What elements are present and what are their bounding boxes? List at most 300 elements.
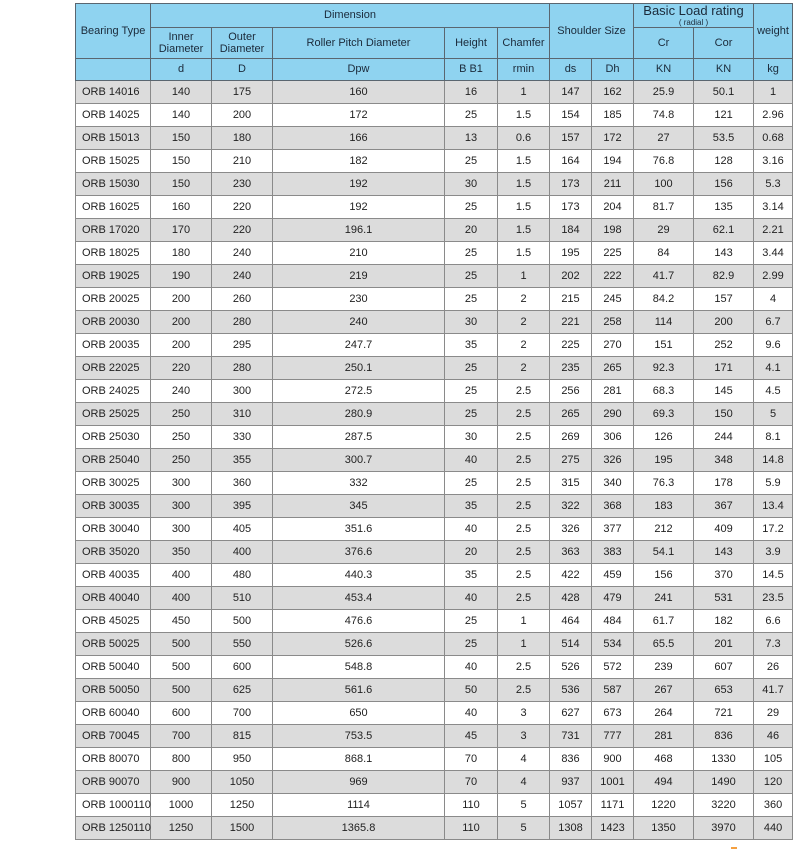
table-cell: 315	[550, 472, 592, 495]
table-cell: 202	[550, 265, 592, 288]
table-cell: 395	[212, 495, 273, 518]
bearing-type-cell: ORB 35020	[76, 541, 151, 564]
bearing-type-cell: ORB 45025	[76, 610, 151, 633]
table-cell: 2.99	[754, 265, 793, 288]
table-cell: 70	[445, 748, 498, 771]
table-cell: 345	[273, 495, 445, 518]
table-cell: 81.7	[634, 196, 694, 219]
table-row	[76, 495, 793, 518]
header-roller-pitch-diameter: Roller Pitch Diameter	[273, 28, 445, 59]
table-cell: 166	[273, 127, 445, 150]
table-cell: 160	[151, 196, 212, 219]
header-chamfer: Chamfer	[498, 28, 550, 59]
table-row	[76, 380, 793, 403]
table-cell: 400	[212, 541, 273, 564]
table-cell: 440.3	[273, 564, 445, 587]
table-cell: 40	[445, 518, 498, 541]
bearing-type-cell: ORB 50025	[76, 633, 151, 656]
table-cell: 23.5	[754, 587, 793, 610]
table-cell: 173	[550, 196, 592, 219]
table-cell: 514	[550, 633, 592, 656]
table-cell: 383	[592, 541, 634, 564]
corner-mark	[731, 847, 737, 849]
bearing-type-cell: ORB 17020	[76, 219, 151, 242]
table-cell: 376.6	[273, 541, 445, 564]
table-row	[76, 679, 793, 702]
table-cell: 2.96	[754, 104, 793, 127]
table-cell: 17.2	[754, 518, 793, 541]
table-cell: 422	[550, 564, 592, 587]
table-cell: 548.8	[273, 656, 445, 679]
table-cell: 240	[273, 311, 445, 334]
table-row	[76, 334, 793, 357]
table-cell: 252	[694, 334, 754, 357]
table-cell: 3	[498, 702, 550, 725]
unit-d: d	[151, 59, 212, 81]
table-cell: 0.6	[498, 127, 550, 150]
table-cell: 2.5	[498, 656, 550, 679]
table-cell: 290	[592, 403, 634, 426]
table-cell: 92.3	[634, 357, 694, 380]
table-cell: 1250	[151, 817, 212, 840]
table-cell: 76.8	[634, 150, 694, 173]
table-cell: 2.5	[498, 472, 550, 495]
header-dimension: Dimension	[151, 4, 550, 28]
table-row	[76, 702, 793, 725]
table-cell: 1.5	[498, 196, 550, 219]
table-cell: 1250	[212, 794, 273, 817]
table-cell: 937	[550, 771, 592, 794]
table-cell: 198	[592, 219, 634, 242]
table-cell: 2.5	[498, 587, 550, 610]
table-cell: 1500	[212, 817, 273, 840]
table-cell: 400	[151, 587, 212, 610]
table-cell: 2.5	[498, 495, 550, 518]
table-row	[76, 748, 793, 771]
table-cell: 300	[151, 472, 212, 495]
table-cell: 1490	[694, 771, 754, 794]
table-cell: 1365.8	[273, 817, 445, 840]
table-cell: 195	[550, 242, 592, 265]
table-cell: 348	[694, 449, 754, 472]
table-cell: 25	[445, 403, 498, 426]
table-cell: 250	[151, 403, 212, 426]
table-cell: 222	[592, 265, 634, 288]
table-cell: 172	[592, 127, 634, 150]
table-cell: 476.6	[273, 610, 445, 633]
table-cell: 2.5	[498, 518, 550, 541]
table-cell: 330	[212, 426, 273, 449]
table-cell: 25	[445, 288, 498, 311]
table-cell: 172	[273, 104, 445, 127]
table-cell: 494	[634, 771, 694, 794]
table-cell: 25	[445, 357, 498, 380]
table-row	[76, 127, 793, 150]
table-row	[76, 219, 793, 242]
table-cell: 500	[151, 679, 212, 702]
table-cell: 154	[550, 104, 592, 127]
unit-kg: kg	[754, 59, 793, 81]
table-cell: 30	[445, 173, 498, 196]
table-cell: 173	[550, 173, 592, 196]
table-cell: 272.5	[273, 380, 445, 403]
table-cell: 500	[151, 656, 212, 679]
table-row	[76, 633, 793, 656]
table-cell: 35	[445, 564, 498, 587]
table-cell: 3970	[694, 817, 754, 840]
table-cell: 363	[550, 541, 592, 564]
table-cell: 479	[592, 587, 634, 610]
unit-rmin: rmin	[498, 59, 550, 81]
table-body	[76, 81, 793, 840]
table-cell: 41.7	[634, 265, 694, 288]
table-cell: 700	[151, 725, 212, 748]
table-cell: 673	[592, 702, 634, 725]
table-cell: 26	[754, 656, 793, 679]
table-cell: 82.9	[694, 265, 754, 288]
table-cell: 25	[445, 265, 498, 288]
table-row	[76, 426, 793, 449]
table-row	[76, 357, 793, 380]
table-cell: 295	[212, 334, 273, 357]
table-cell: 258	[592, 311, 634, 334]
table-cell: 157	[694, 288, 754, 311]
table-cell: 25	[445, 633, 498, 656]
table-cell: 160	[273, 81, 445, 104]
table-cell: 287.5	[273, 426, 445, 449]
table-cell: 464	[550, 610, 592, 633]
table-cell: 84	[634, 242, 694, 265]
table-cell: 225	[550, 334, 592, 357]
table-cell: 126	[634, 426, 694, 449]
table-cell: 212	[634, 518, 694, 541]
table-cell: 175	[212, 81, 273, 104]
table-cell: 360	[212, 472, 273, 495]
load-rating-title: Basic Load rating	[643, 3, 744, 19]
table-cell: 147	[550, 81, 592, 104]
table-cell: 40	[445, 702, 498, 725]
table-cell: 156	[694, 173, 754, 196]
table-cell: 25.9	[634, 81, 694, 104]
table-cell: 180	[212, 127, 273, 150]
table-row	[76, 564, 793, 587]
table-row	[76, 104, 793, 127]
table-row	[76, 150, 793, 173]
table-cell: 836	[694, 725, 754, 748]
table-cell: 1.5	[498, 242, 550, 265]
table-cell: 4	[754, 288, 793, 311]
table-cell: 221	[550, 311, 592, 334]
table-cell: 800	[151, 748, 212, 771]
table-row	[76, 81, 793, 104]
table-row	[76, 472, 793, 495]
table-cell: 100	[634, 173, 694, 196]
table-cell: 300	[151, 495, 212, 518]
table-cell: 20	[445, 219, 498, 242]
table-cell: 150	[151, 127, 212, 150]
table-cell: 2.21	[754, 219, 793, 242]
table-cell: 61.7	[634, 610, 694, 633]
header-height: Height	[445, 28, 498, 59]
table-cell: 4	[498, 771, 550, 794]
table-cell: 245	[592, 288, 634, 311]
table-row	[76, 541, 793, 564]
table-cell: 220	[212, 196, 273, 219]
bearing-type-cell: ORB 50040	[76, 656, 151, 679]
table-cell: 164	[550, 150, 592, 173]
table-cell: 2	[498, 288, 550, 311]
header-outer-diameter: Outer Diameter	[212, 28, 273, 59]
table-cell: 50.1	[694, 81, 754, 104]
table-cell: 753.5	[273, 725, 445, 748]
table-cell: 70	[445, 771, 498, 794]
table-cell: 35	[445, 495, 498, 518]
table-cell: 121	[694, 104, 754, 127]
table-cell: 9.6	[754, 334, 793, 357]
table-cell: 731	[550, 725, 592, 748]
table-cell: 195	[634, 449, 694, 472]
table-cell: 192	[273, 173, 445, 196]
table-cell: 25	[445, 150, 498, 173]
table-cell: 68.3	[634, 380, 694, 403]
table-cell: 65.5	[634, 633, 694, 656]
table-cell: 1	[498, 610, 550, 633]
table-cell: 459	[592, 564, 634, 587]
header-cor: Cor	[694, 28, 754, 59]
table-cell: 2.5	[498, 564, 550, 587]
table-cell: 600	[212, 656, 273, 679]
table-cell: 480	[212, 564, 273, 587]
table-cell: 210	[273, 242, 445, 265]
table-cell: 25	[445, 242, 498, 265]
header-basic-load-rating	[634, 4, 754, 28]
table-cell: 3.16	[754, 150, 793, 173]
table-cell: 340	[592, 472, 634, 495]
table-row	[76, 288, 793, 311]
table-cell: 5	[754, 403, 793, 426]
table-cell: 210	[212, 150, 273, 173]
table-cell: 230	[273, 288, 445, 311]
table-cell: 250	[151, 426, 212, 449]
table-row	[76, 518, 793, 541]
table-cell: 62.1	[694, 219, 754, 242]
table-row	[76, 725, 793, 748]
table-cell: 25	[445, 472, 498, 495]
table-cell: 219	[273, 265, 445, 288]
table-cell: 500	[212, 610, 273, 633]
table-cell: 29	[754, 702, 793, 725]
table-cell: 140	[151, 104, 212, 127]
table-row	[76, 242, 793, 265]
table-cell: 265	[592, 357, 634, 380]
table-cell: 484	[592, 610, 634, 633]
table-cell: 150	[151, 173, 212, 196]
table-cell: 40	[445, 449, 498, 472]
table-cell: 281	[592, 380, 634, 403]
bearing-type-cell: ORB 16025	[76, 196, 151, 219]
table-cell: 3220	[694, 794, 754, 817]
table-cell: 351.6	[273, 518, 445, 541]
table-cell: 240	[212, 265, 273, 288]
table-cell: 20	[445, 541, 498, 564]
table-cell: 322	[550, 495, 592, 518]
table-cell: 256	[550, 380, 592, 403]
table-cell: 1423	[592, 817, 634, 840]
table-cell: 350	[151, 541, 212, 564]
table-cell: 2	[498, 311, 550, 334]
bearing-type-cell: ORB 60040	[76, 702, 151, 725]
table-row	[76, 610, 793, 633]
table-cell: 135	[694, 196, 754, 219]
table-cell: 40	[445, 587, 498, 610]
table-cell: 25	[445, 610, 498, 633]
table-cell: 241	[634, 587, 694, 610]
table-row	[76, 656, 793, 679]
table-cell: 4.5	[754, 380, 793, 403]
table-cell: 1330	[694, 748, 754, 771]
header-weight: weight	[754, 4, 793, 59]
table-cell: 204	[592, 196, 634, 219]
table-cell: 180	[151, 242, 212, 265]
table-cell: 300	[212, 380, 273, 403]
table-cell: 35	[445, 334, 498, 357]
table-cell: 200	[151, 288, 212, 311]
table-cell: 5.3	[754, 173, 793, 196]
bearing-type-cell: ORB 25025	[76, 403, 151, 426]
bearing-spec-table	[75, 3, 793, 840]
bearing-type-cell: ORB 40040	[76, 587, 151, 610]
table-cell: 1350	[634, 817, 694, 840]
unit-kn-cor: KN	[694, 59, 754, 81]
table-cell: 0.68	[754, 127, 793, 150]
unit-dpw: Dpw	[273, 59, 445, 81]
table-cell: 3.14	[754, 196, 793, 219]
table-cell: 156	[634, 564, 694, 587]
bearing-type-cell: ORB 90070	[76, 771, 151, 794]
unit-ds: ds	[550, 59, 592, 81]
table-cell: 50	[445, 679, 498, 702]
table-cell: 815	[212, 725, 273, 748]
bearing-type-cell: ORB 22025	[76, 357, 151, 380]
table-cell: 281	[634, 725, 694, 748]
table-cell: 200	[212, 104, 273, 127]
table-cell: 16	[445, 81, 498, 104]
table-cell: 409	[694, 518, 754, 541]
table-cell: 54.1	[634, 541, 694, 564]
table-cell: 377	[592, 518, 634, 541]
table-cell: 25	[445, 196, 498, 219]
table-cell: 185	[592, 104, 634, 127]
table-cell: 1.5	[498, 219, 550, 242]
table-cell: 239	[634, 656, 694, 679]
table-cell: 550	[212, 633, 273, 656]
table-cell: 450	[151, 610, 212, 633]
table-cell: 1220	[634, 794, 694, 817]
table-cell: 2.5	[498, 403, 550, 426]
table-cell: 627	[550, 702, 592, 725]
table-cell: 360	[754, 794, 793, 817]
table-cell: 2.5	[498, 426, 550, 449]
bearing-type-cell: ORB 20035	[76, 334, 151, 357]
table-cell: 76.3	[634, 472, 694, 495]
table-cell: 171	[694, 357, 754, 380]
table-cell: 1114	[273, 794, 445, 817]
table-cell: 400	[151, 564, 212, 587]
table-cell: 6.6	[754, 610, 793, 633]
table-cell: 355	[212, 449, 273, 472]
table-row	[76, 587, 793, 610]
table-row	[76, 265, 793, 288]
table-cell: 4.1	[754, 357, 793, 380]
table-cell: 230	[212, 173, 273, 196]
table-cell: 1171	[592, 794, 634, 817]
table-cell: 526	[550, 656, 592, 679]
bearing-type-cell: ORB 40035	[76, 564, 151, 587]
table-cell: 3.44	[754, 242, 793, 265]
table-cell: 428	[550, 587, 592, 610]
table-cell: 14.8	[754, 449, 793, 472]
table-cell: 110	[445, 817, 498, 840]
bearing-type-cell: ORB 15013	[76, 127, 151, 150]
table-cell: 5	[498, 817, 550, 840]
bearing-type-cell: ORB 1250110	[76, 817, 151, 840]
table-cell: 260	[212, 288, 273, 311]
table-cell: 1	[498, 81, 550, 104]
table-cell: 721	[694, 702, 754, 725]
table-cell: 240	[151, 380, 212, 403]
table-cell: 74.8	[634, 104, 694, 127]
table-cell: 653	[694, 679, 754, 702]
table-cell: 145	[694, 380, 754, 403]
table-cell: 184	[550, 219, 592, 242]
table-cell: 405	[212, 518, 273, 541]
table-cell: 110	[445, 794, 498, 817]
table-cell: 194	[592, 150, 634, 173]
table-cell: 950	[212, 748, 273, 771]
table-cell: 900	[151, 771, 212, 794]
table-cell: 270	[592, 334, 634, 357]
bearing-type-cell: ORB 25030	[76, 426, 151, 449]
table-cell: 700	[212, 702, 273, 725]
table-cell: 2.5	[498, 380, 550, 403]
bearing-type-cell: ORB 25040	[76, 449, 151, 472]
table-cell: 1001	[592, 771, 634, 794]
table-row	[76, 794, 793, 817]
table-cell: 69.3	[634, 403, 694, 426]
table-cell: 267	[634, 679, 694, 702]
table-cell: 280.9	[273, 403, 445, 426]
table-row	[76, 817, 793, 840]
table-cell: 607	[694, 656, 754, 679]
table-cell: 777	[592, 725, 634, 748]
unit-D: D	[212, 59, 273, 81]
table-cell: 143	[694, 541, 754, 564]
table-cell: 244	[694, 426, 754, 449]
table-cell: 40	[445, 656, 498, 679]
load-rating-radial: ( radial )	[678, 17, 709, 27]
table-cell: 300	[151, 518, 212, 541]
unit-b-b1: B B1	[445, 59, 498, 81]
table-cell: 5	[498, 794, 550, 817]
table-cell: 1000	[151, 794, 212, 817]
table-cell: 1.5	[498, 150, 550, 173]
table-cell: 247.7	[273, 334, 445, 357]
table-cell: 1	[754, 81, 793, 104]
table-cell: 225	[592, 242, 634, 265]
header-shoulder-size: Shoulder Size	[550, 4, 634, 59]
table-cell: 326	[592, 449, 634, 472]
table-row	[76, 403, 793, 426]
